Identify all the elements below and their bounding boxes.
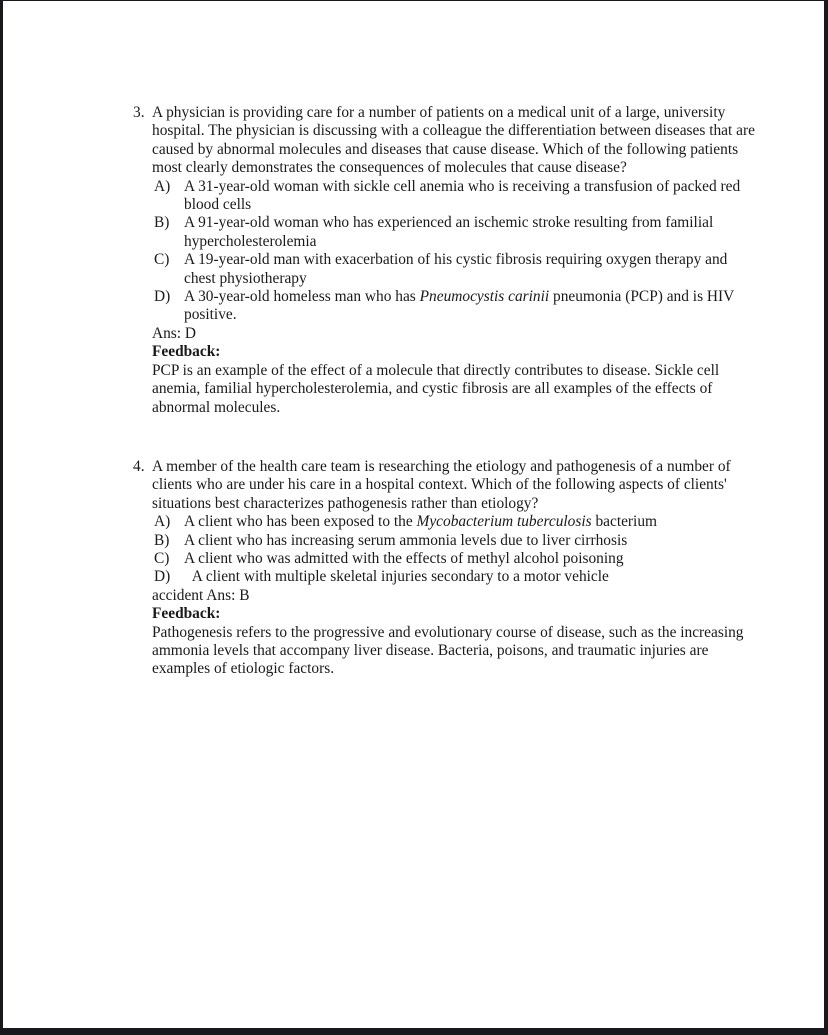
question-number: 4. (133, 457, 145, 475)
feedback-text: PCP is an example of the effect of a molecule that directly contributes to disease. Sickle cell anemia, familial hypercholesterolemia, and cystic fibrosis are all examples of the effects of abnormal molecules. (152, 361, 720, 416)
answer-line: accident Ans: B (152, 586, 250, 604)
text-segment: A 91-year-old woman who has experienced an ischemic stroke resulting from familial hypercholesterolemia (184, 214, 718, 250)
answer-option (154, 550, 760, 568)
text-segment: pneumonia (PCP) and is HIV positive. (184, 288, 738, 324)
option-letter: A) (154, 177, 171, 195)
answer-option (154, 288, 760, 325)
option-text (184, 532, 758, 550)
question-stem: A member of the health care team is researching the etiology and pathogenesis of a number of clients who are under his care in a hospital context. Which of the following aspects of clients' situations best characterizes pathogenesis rather than etiology? (152, 457, 731, 512)
question-stem: A physician is providing care for a number of patients on a medical unit of a large, university hospital. The physician is discussing with a colleague the differentiation between diseases that are caused by abnormal molecules and diseases that cause disease. Which of the following patients most clearly demonstrates the consequences of molecules that cause disease? (152, 104, 755, 177)
feedback-label: Feedback: (152, 343, 221, 361)
option-letter: B) (154, 214, 170, 232)
page-content (3, 1, 760, 679)
option-letter: C) (154, 549, 170, 567)
option-letter: B) (154, 531, 170, 549)
question-number: 3. (133, 104, 145, 121)
text-segment: A client who has been exposed to the (184, 513, 417, 531)
answer-option (154, 214, 760, 251)
text-segment: A 31-year-old woman with sickle cell anemia who is receiving a transfusion of packed red blood cells (184, 177, 744, 214)
option-text (184, 513, 758, 531)
feedback-label: Feedback: (152, 605, 221, 623)
answer-option (154, 178, 760, 215)
question-stem-row (133, 457, 760, 513)
option-text (184, 550, 758, 568)
question-block (133, 104, 760, 417)
answer-option (154, 513, 760, 531)
text-segment: A 30-year-old homeless man who has (184, 288, 420, 306)
option-text (184, 214, 758, 251)
text-segment: A 19-year-old man with exacerbation of his cystic fibrosis requiring oxygen therapy and chest physiotherapy (184, 251, 732, 287)
answer-option (154, 251, 760, 288)
option-text (184, 251, 758, 288)
option-letter: C) (154, 251, 170, 269)
answer-option (154, 568, 760, 586)
text-segment: A client who was admitted with the effects of methyl alcohol poisoning (184, 549, 624, 567)
text-segment: A client who has increasing serum ammonia levels due to liver cirrhosis (184, 531, 628, 549)
answer-line: Ans: D (152, 324, 197, 342)
question-stem-row (133, 104, 760, 178)
option-letter: D) (154, 568, 171, 586)
document-page (3, 1, 824, 1028)
answer-option (154, 532, 760, 550)
italic-text-segment: Pneumocystis carinii (419, 288, 550, 306)
option-text (184, 568, 758, 586)
option-text (184, 178, 758, 215)
option-text (184, 288, 758, 325)
question-block (133, 457, 760, 679)
feedback-text: Pathogenesis refers to the progressive and evolutionary course of disease, such as the increasing ammonia levels that accompany liver disease. Bacteria, poisons, and traumatic injuries are examples of etiologic factors. (152, 623, 744, 678)
option-letter: A) (154, 513, 171, 531)
option-letter: D) (154, 288, 171, 306)
text-segment: bacterium (591, 513, 658, 531)
italic-text-segment: Mycobacterium tuberculosis (416, 513, 592, 531)
text-segment: A client with multiple skeletal injuries secondary to a motor vehicle (184, 568, 609, 586)
questions-container (133, 104, 760, 679)
